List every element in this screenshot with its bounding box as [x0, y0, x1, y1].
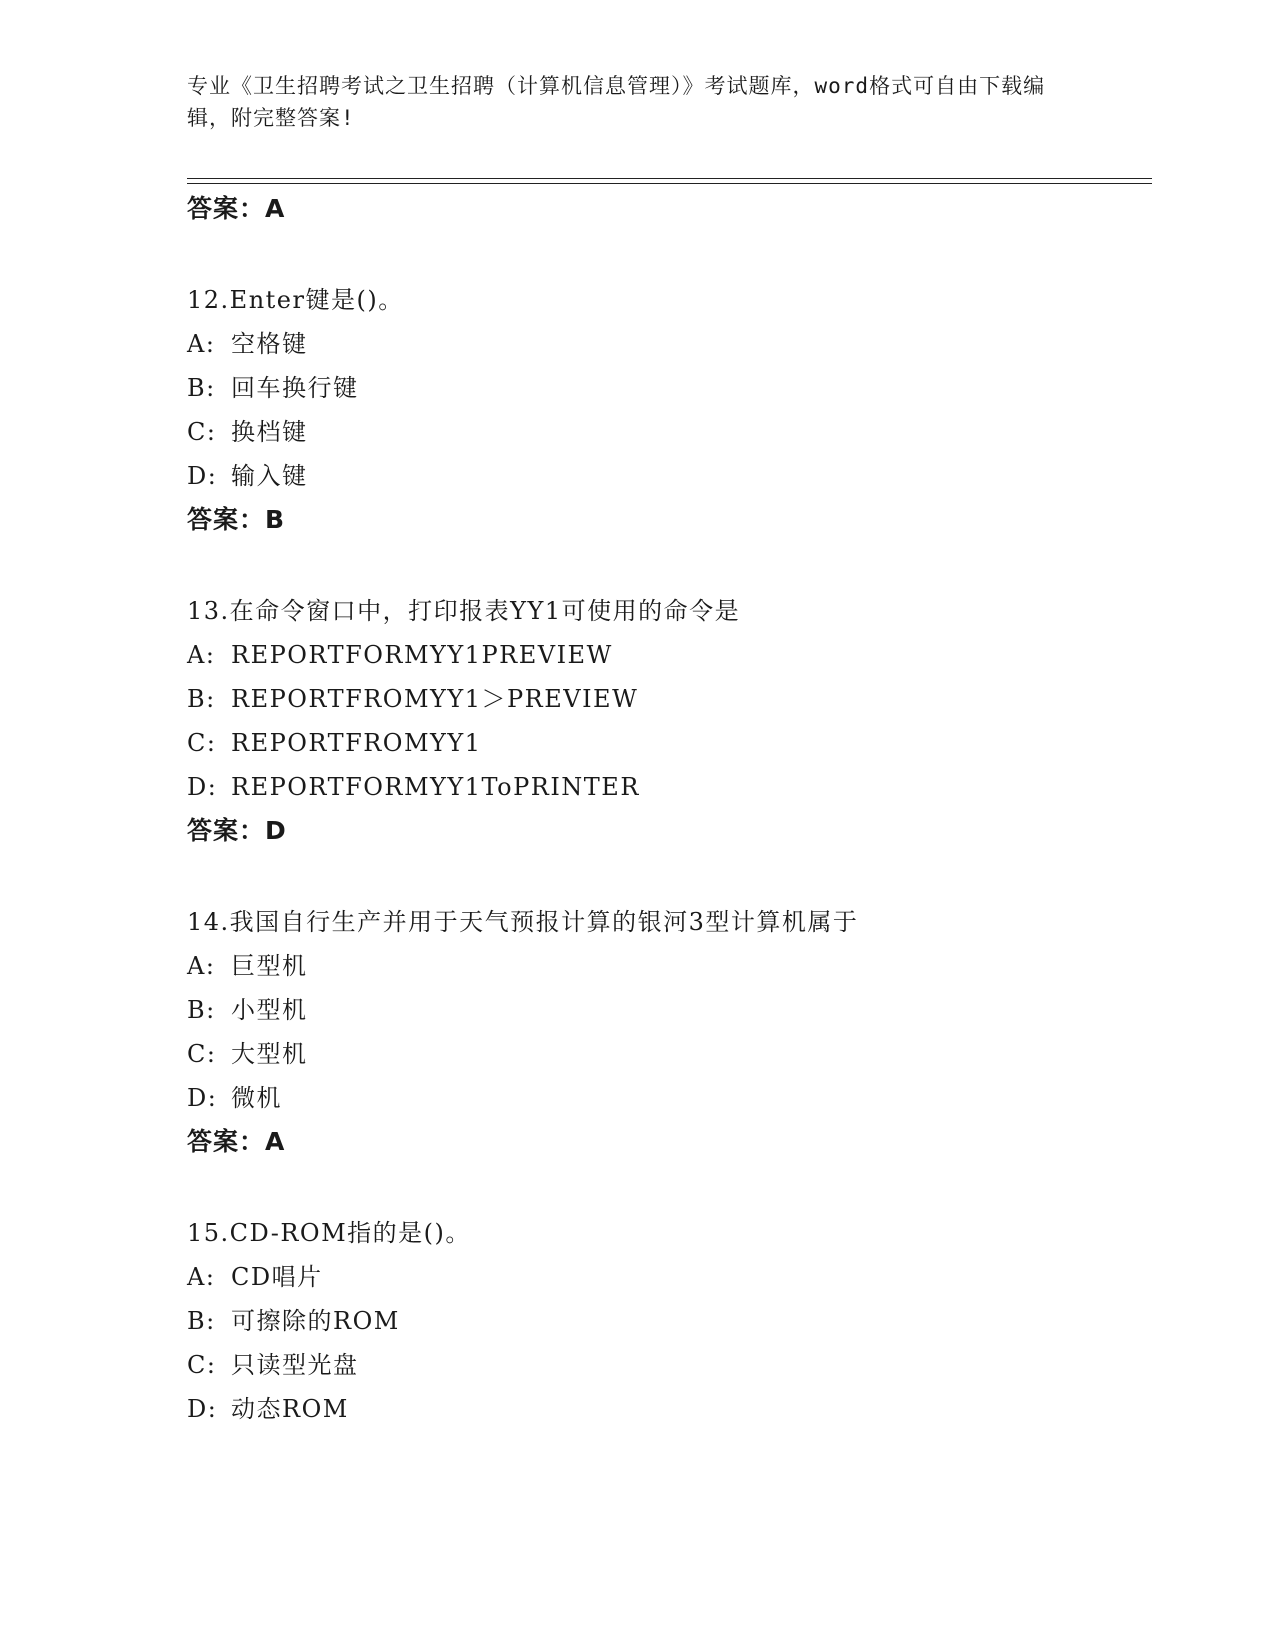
option-12-b [187, 372, 359, 404]
option-label: B: [187, 685, 216, 713]
option-text: 小型机 [231, 996, 308, 1024]
option-12-d [187, 460, 308, 492]
option-label: B: [187, 374, 216, 402]
option-14-c [187, 1038, 308, 1070]
option-15-c [187, 1349, 359, 1381]
header-divider-bottom [187, 183, 1152, 184]
option-14-b [187, 994, 308, 1026]
option-text: 空格键 [231, 330, 308, 358]
option-label: A: [187, 641, 216, 669]
option-13-a [187, 639, 613, 671]
option-label: C: [187, 1351, 217, 1379]
answer-12: 答案：B [187, 505, 286, 534]
answer-13: 答案：D [187, 816, 287, 845]
option-15-a [187, 1261, 323, 1293]
question-13: 13.在命令窗口中，打印报表YY1可使用的命令是 [187, 597, 741, 625]
option-text: 输入键 [231, 462, 308, 490]
option-text: 换档键 [231, 418, 308, 446]
option-14-a [187, 950, 308, 982]
option-text: 回车换行键 [231, 374, 359, 402]
option-13-b [187, 683, 638, 715]
option-text: REPORTFROMYY1＞PREVIEW [231, 685, 639, 713]
option-15-b [187, 1305, 400, 1337]
document-header: 专业《卫生招聘考试之卫生招聘（计算机信息管理）》考试题库，word格式可自由下载编辑，附完整答案! [187, 74, 1046, 130]
option-text: 巨型机 [231, 952, 308, 980]
option-12-c [187, 416, 308, 448]
option-text: 可擦除的ROM [231, 1307, 400, 1335]
option-text: REPORTFROMYY1 [231, 729, 482, 757]
option-label: A: [187, 952, 216, 980]
option-14-d [187, 1082, 282, 1114]
answer-11: 答案：A [187, 194, 286, 223]
option-text: 大型机 [231, 1040, 308, 1068]
option-text: 只读型光盘 [231, 1351, 359, 1379]
option-text: CD唱片 [231, 1263, 323, 1291]
option-13-d [187, 771, 640, 803]
option-label: C: [187, 729, 217, 757]
option-label: B: [187, 1307, 216, 1335]
option-label: C: [187, 418, 217, 446]
option-12-a [187, 328, 308, 360]
question-14: 14.我国自行生产并用于天气预报计算的银河3型计算机属于 [187, 908, 859, 936]
option-text: 动态ROM [231, 1395, 349, 1423]
option-label: A: [187, 1263, 216, 1291]
option-label: D: [187, 773, 218, 801]
question-15: 15.CD-ROM指的是()。 [187, 1219, 471, 1247]
option-text: REPORTFORMYY1PREVIEW [231, 641, 613, 669]
header-divider-top [187, 178, 1152, 179]
option-15-d [187, 1393, 349, 1425]
option-label: D: [187, 1395, 218, 1423]
option-label: B: [187, 996, 216, 1024]
option-label: C: [187, 1040, 217, 1068]
option-13-c [187, 727, 482, 759]
question-12: 12.Enter键是()。 [187, 286, 404, 314]
option-text: REPORTFORMYY1ToPRINTER [231, 773, 640, 801]
answer-14: 答案：A [187, 1127, 286, 1156]
option-label: D: [187, 462, 218, 490]
option-label: D: [187, 1084, 218, 1112]
option-text: 微机 [231, 1084, 282, 1112]
option-label: A: [187, 330, 216, 358]
